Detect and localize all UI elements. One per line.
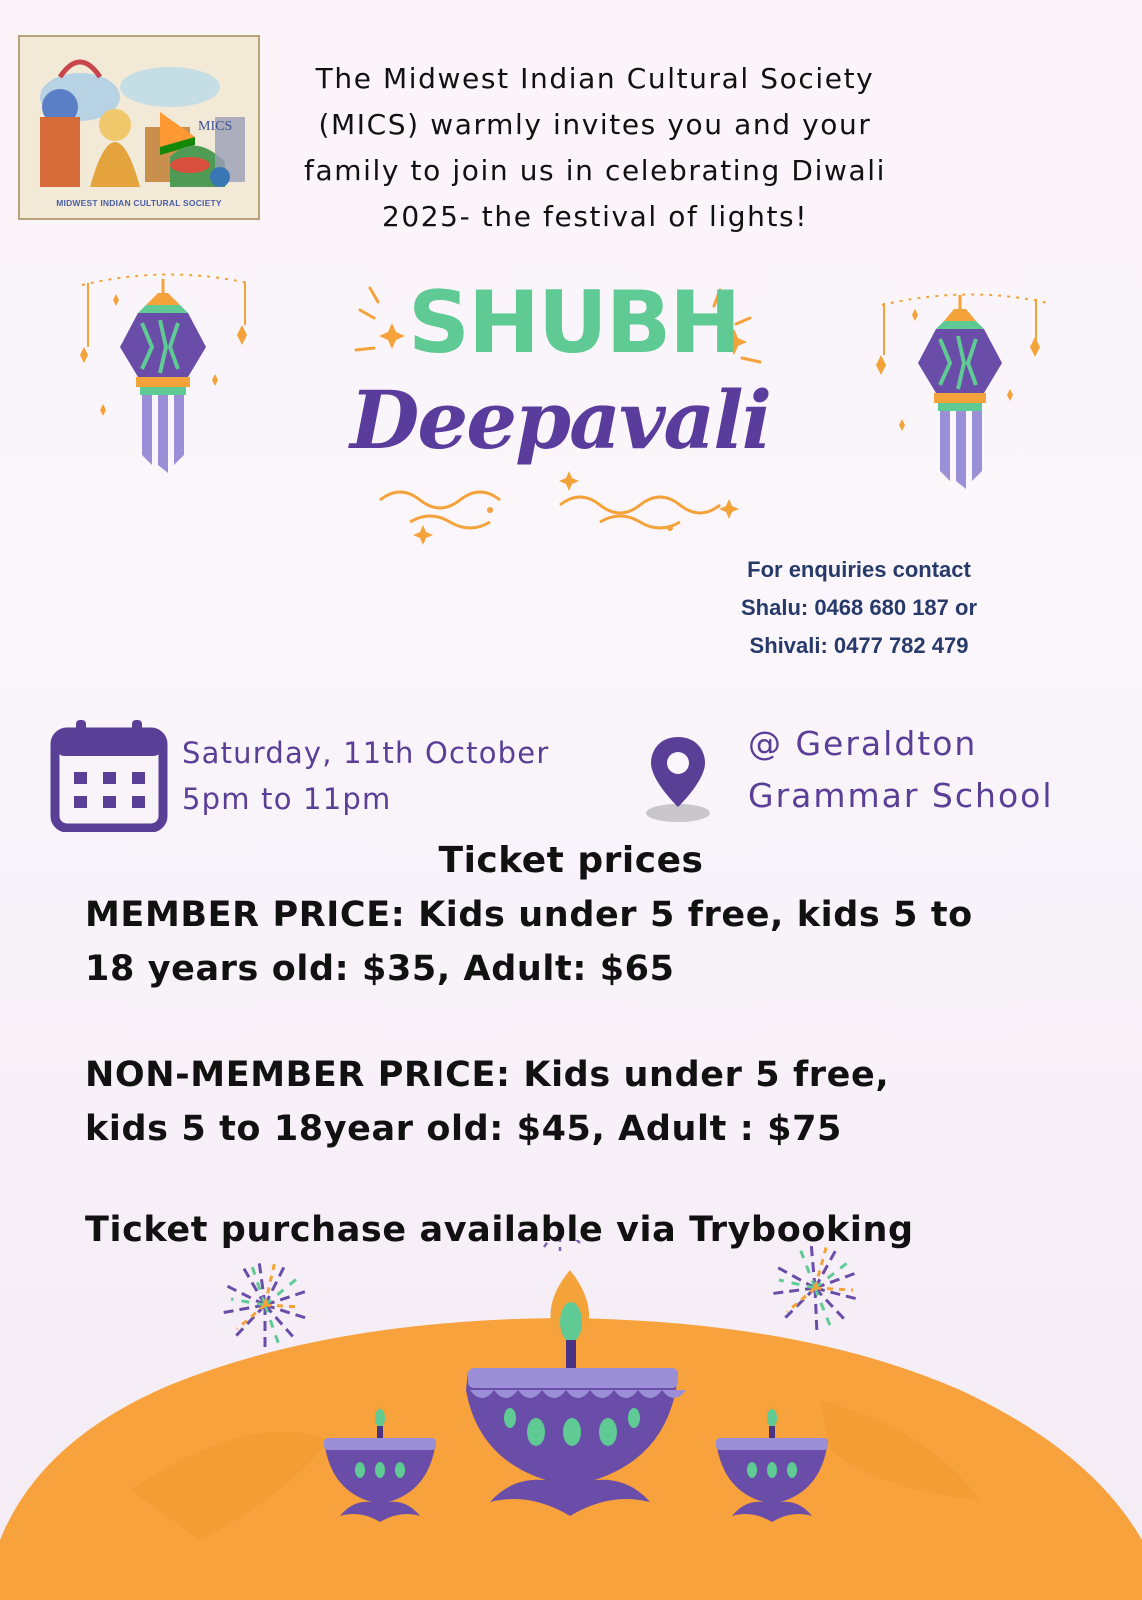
- invitation-line: The Midwest Indian Cultural Society: [315, 62, 875, 95]
- enquiry-line: Shalu: 0468 680 187 or: [740, 595, 978, 620]
- diwali-artwork: [0, 1240, 1142, 1600]
- invitation-text: [262, 56, 928, 240]
- ticket-prices-heading: Ticket prices: [438, 840, 704, 881]
- location-pin-icon: [645, 733, 713, 823]
- member-price: [85, 888, 1095, 996]
- member-price-line: MEMBER PRICE: Kids under 5 free, kids 5 to: [85, 895, 973, 935]
- event-date: Saturday, 11th October: [182, 736, 550, 770]
- enquiry-contact: [700, 551, 1018, 665]
- society-logo: [18, 35, 260, 220]
- logo-caption: MIDWEST INDIAN CULTURAL SOCIETY: [56, 198, 222, 208]
- event-time: 5pm to 11pm: [182, 782, 392, 816]
- title-deepavali: Deepavali: [350, 373, 771, 467]
- nonmember-price-line: NON-MEMBER PRICE: Kids under 5 free,: [85, 1055, 890, 1095]
- enquiry-line: Shivali: 0477 782 479: [749, 633, 969, 658]
- invitation-line: (MICS) warmly invites you and your: [318, 108, 872, 141]
- nonmember-price: [85, 1048, 1095, 1156]
- firework-icon: [221, 1261, 309, 1349]
- ticket-purchase-note: Ticket purchase available via Trybooking: [85, 1210, 914, 1250]
- nonmember-price-line: kids 5 to 18year old: $45, Adult : $75: [85, 1109, 842, 1149]
- lantern-icon: [872, 285, 1062, 500]
- lantern-icon: [70, 265, 260, 480]
- venue-line: @ Geraldton: [748, 724, 978, 763]
- member-price-line: 18 years old: $35, Adult: $65: [85, 949, 675, 989]
- title-shubh: SHUBH: [408, 273, 740, 373]
- logo-badge-text: MICS: [198, 119, 233, 134]
- invitation-line: 2025- the festival of lights!: [381, 200, 809, 233]
- firework-icon: [769, 1242, 861, 1334]
- firework-icon: [534, 1240, 586, 1251]
- festival-title: [340, 270, 780, 560]
- event-venue: [748, 718, 1054, 822]
- calendar-icon: [50, 720, 168, 832]
- invitation-line: family to join us in celebrating Diwali: [304, 154, 886, 187]
- enquiry-line: For enquiries contact: [747, 557, 971, 582]
- event-datetime: [182, 730, 549, 822]
- venue-line: Grammar School: [748, 776, 1054, 815]
